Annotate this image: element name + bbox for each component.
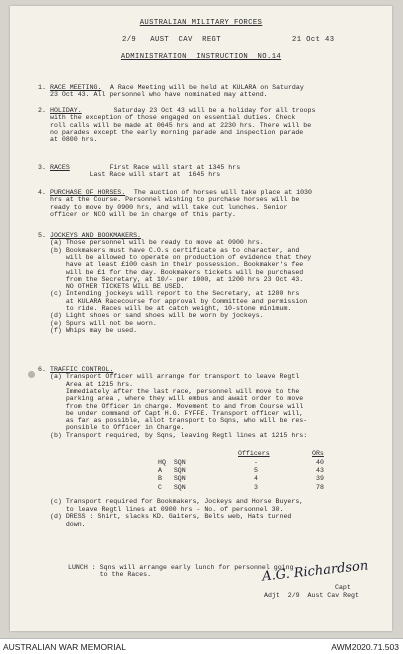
section-line: no parades except the early morning parade and inspection parade	[50, 128, 304, 136]
table-cell-officers: 3	[254, 483, 258, 491]
table-cell-ors: 43	[316, 467, 324, 475]
section-line: ponsible to Officer in Charge.	[50, 424, 185, 432]
section-line: with the exception of those engaged on essential duties. Check	[50, 114, 296, 122]
table-cell-ors: 78	[316, 483, 324, 491]
instruction-heading: ADMINISTRATION INSTRUCTION NO.14	[120, 53, 282, 61]
section-line: A Race Meeting will be held at KULARA on Saturday	[102, 84, 304, 91]
closing-line: down.	[50, 520, 86, 528]
section-line: (b) Bookmakers must have C.O.s certificate as to character, and	[50, 246, 300, 254]
section-line: as far as possible, allot transport to Sqns, who will be res-	[50, 417, 308, 425]
table-cell-officers: -	[254, 459, 258, 466]
table-header-officers: Officers	[238, 450, 270, 457]
table-cell-ors: 39	[316, 475, 324, 483]
section-line: (f) Whips may be used.	[50, 326, 138, 334]
footer-reference: AWM2020.71.503	[331, 642, 399, 652]
section-line: be under command of Capt H.G. FYFFE. Transport officer will,	[50, 409, 304, 417]
table-row-label: HQ SQN	[158, 459, 186, 466]
section-title: RACES	[50, 164, 70, 171]
section-line: will be allowed to operate on production of evidence that they	[50, 253, 312, 261]
section-number: 5.	[38, 232, 46, 239]
section-line: from the Secretary, at 10/- per 1000, at 1200 hrs 23 Oct 43.	[50, 275, 304, 283]
punch-hole	[28, 371, 35, 378]
section-line: parking area , where they will embus and await order to move	[50, 395, 304, 403]
section-line: Immediately after the last race, personnel will move to the	[50, 387, 300, 395]
closing-line: to leave Regtl lines at 0900 hrs - No. of personnel 30.	[50, 505, 284, 513]
document-page	[10, 6, 392, 631]
section-title: JOCKEYS AND BOOKMAKERS.	[50, 232, 142, 239]
section-line: at 0800 hrs.	[50, 136, 98, 144]
section-title: HOLIDAY.	[50, 107, 82, 114]
footer-institution: AUSTRALIAN WAR MEMORIAL	[3, 642, 126, 652]
signature-appointment: Adjt 2/9 Aust Cav Regt	[264, 592, 359, 599]
section-line: will be £1 for the day. Bookmakers tickets will be purchased	[50, 268, 304, 276]
section-number: 4.	[38, 189, 46, 196]
signature-rank: Capt	[335, 584, 351, 591]
section-line: Area at 1215 hrs.	[50, 380, 134, 388]
org-heading: AUSTRALIAN MILITARY FORCES	[139, 19, 263, 27]
document-date: 21 Oct 43	[292, 36, 335, 44]
table-row-label: A SQN	[158, 467, 186, 475]
lunch-line: LUNCH : Sqns will arrange early lunch for personnel going	[68, 564, 294, 571]
section-title: RACE MEETING.	[50, 84, 102, 91]
section-line: 23 Oct 43. All personnel who have nominated may attend.	[50, 91, 268, 99]
section-line: (b) Transport required, by Sqns, leaving Regtl lines at 1215 hrs:	[50, 431, 308, 439]
section-number: 3.	[38, 164, 46, 171]
table-cell-ors: 40	[316, 459, 324, 466]
section-line: First Race will start at 1345 hrs	[70, 164, 241, 171]
table-header-ors: ORs	[312, 450, 324, 457]
section-line: The auction of horses will take place at 1030	[126, 189, 312, 196]
section-line: (a) Those personnel will be ready to move at 0900 hrs.	[50, 239, 264, 247]
section-line: Last Race will start at 1645 hrs	[50, 171, 221, 179]
unit-line: 2/9 AUST CAV REGT	[122, 36, 221, 44]
table-row-label: C SQN	[158, 483, 186, 491]
section-line: from the Officer in charge. Movement to and from Course will	[50, 402, 304, 410]
section-number: 1.	[38, 84, 46, 91]
section-number: 2.	[38, 107, 46, 114]
section-title: PURCHASE OF HORSES.	[50, 189, 126, 196]
section-line: (a) Transport Officer will arrange for transport to leave Regtl	[50, 373, 300, 381]
section-line: to ride. Races will be at catch weight, 10-stone minimum.	[50, 305, 292, 312]
section-line: Saturday 23 Oct 43 will be a holiday for all troops	[82, 107, 316, 114]
section-line: (d) Light shoes or sand shoes will be worn by jockeys.	[50, 312, 264, 320]
handwritten-signature: A.G. Richardson	[261, 558, 369, 585]
section-line: ready to move by 0900 hrs, and will take cut lunches. Senior	[50, 203, 288, 211]
section-line: (e) Spurs will not be worn.	[50, 319, 157, 327]
table-cell-officers: 5	[254, 467, 258, 475]
table-row-label: B SQN	[158, 475, 186, 483]
section-line: hrs at the Course. Personnel wishing to purchase horses will be	[50, 196, 300, 204]
section-line: at KULARA Racecourse for approval by Committee and permission	[50, 297, 308, 305]
section-title: TRAFFIC CONTROL.	[50, 366, 114, 373]
section-number: 6.	[38, 366, 46, 373]
section-line: have at least £100 cash in their possession. Bookmaker's fee	[50, 261, 304, 269]
table-cell-officers: 4	[254, 475, 258, 483]
footer-bar	[0, 638, 403, 654]
section-line: roll calls will be made at 0645 hrs and at 2230 hrs. There will be	[50, 121, 312, 129]
closing-line: (c) Transport required for Bookmakers, Jockeys and Horse Buyers,	[50, 498, 304, 505]
section-line: officer or NCO will be in charge of this party.	[50, 210, 236, 218]
closing-line: (d) DRESS : Shirt, slacks KD. Gaiters, Belts web, Hats turned	[50, 513, 292, 521]
section-line: (c) Intending jockeys will report to the Secretary, at 1200 hrs	[50, 290, 300, 298]
lunch-line-2: to the Races.	[68, 571, 152, 578]
section-line: NO OTHER TICKETS WILL BE USED.	[50, 283, 185, 291]
